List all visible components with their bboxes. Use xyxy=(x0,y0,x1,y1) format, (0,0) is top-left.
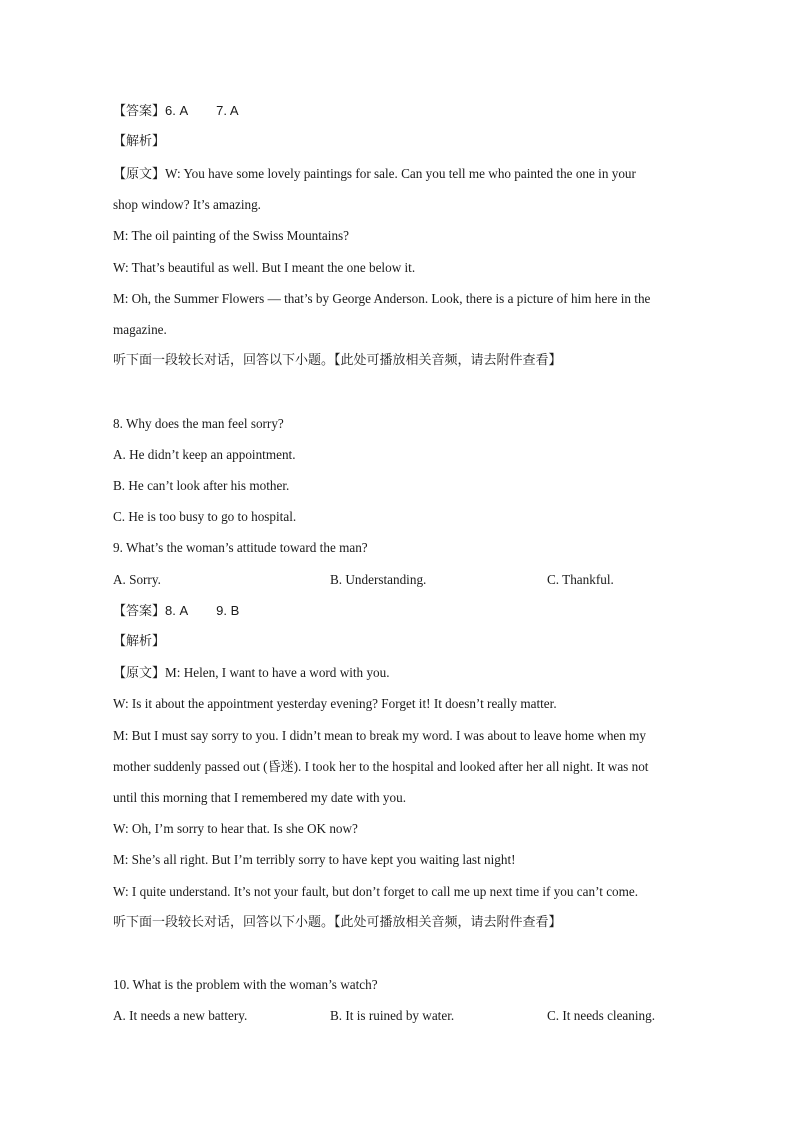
transcript-line: W: Is it about the appointment yesterday evening? Forget it! It doesn’t really matter. xyxy=(113,696,557,711)
question-9: 9. What’s the woman’s attitude toward the man? xyxy=(113,540,368,555)
option-8c: C. He is too busy to go to hospital. xyxy=(113,509,297,524)
transcript-line: M: She’s all right. But I’m terribly sorry to have kept you waiting last night! xyxy=(113,852,516,867)
chinese-gloss: 昏迷 xyxy=(267,760,294,775)
answer-7: 7. A xyxy=(216,103,239,118)
transcript-line: M: But I must say sorry to you. I didn’t mean to break my word. I was about to leave home when my xyxy=(113,728,647,743)
answer-9: 9. B xyxy=(216,603,240,618)
question-8: 8. Why does the man feel sorry? xyxy=(113,416,284,431)
analysis-label: 【解析】 xyxy=(113,134,166,149)
transcript-text: ). I took her to the hospital and looked after her all night. It was not xyxy=(293,759,649,774)
option-9a: A. Sorry. xyxy=(113,572,161,587)
transcript-line xyxy=(113,664,390,682)
transcript-line: M: Oh, the Summer Flowers — that’s by George Anderson. Look, there is a picture of him here in the xyxy=(113,291,651,306)
transcript-line: W: I quite understand. It’s not your fault, but don’t forget to call me up next time if you can’t come. xyxy=(113,884,639,899)
question-10: 10. What is the problem with the woman’s watch? xyxy=(113,977,378,992)
option-10b: B. It is ruined by water. xyxy=(330,1008,455,1023)
transcript-line: shop window? It’s amazing. xyxy=(113,197,261,212)
option-8a: A. He didn’t keep an appointment. xyxy=(113,447,296,462)
answer-line-6-7 xyxy=(113,102,239,120)
answer-label: 【答案】 xyxy=(113,604,166,619)
option-9c: C. Thankful. xyxy=(547,572,614,587)
transcript-text: M: Helen, I want to have a word with you. xyxy=(165,665,390,680)
listening-instruction: 听下面一段较长对话，回答以下小题。【此处可播放相关音频，请去附件查看】 xyxy=(113,353,562,368)
transcript-line: M: The oil painting of the Swiss Mountains? xyxy=(113,228,350,243)
answer-8: 8. A xyxy=(165,603,189,618)
option-8b: B. He can’t look after his mother. xyxy=(113,478,290,493)
original-label: 【原文】 xyxy=(113,167,166,182)
transcript-text: W: You have some lovely paintings for sale. Can you tell me who painted the one in your xyxy=(165,166,636,181)
listening-instruction: 听下面一段较长对话，回答以下小题。【此处可播放相关音频，请去附件查看】 xyxy=(113,915,562,930)
transcript-line: W: That’s beautiful as well. But I meant the one below it. xyxy=(113,260,416,275)
answer-label: 【答案】 xyxy=(113,104,166,119)
transcript-line: until this morning that I remembered my date with you. xyxy=(113,790,406,805)
original-label: 【原文】 xyxy=(113,666,166,681)
option-9b: B. Understanding. xyxy=(330,572,427,587)
transcript-line xyxy=(113,758,648,776)
answer-line-8-9 xyxy=(113,602,239,620)
transcript-line xyxy=(113,165,636,183)
answer-6: 6. A xyxy=(165,103,189,118)
transcript-line: magazine. xyxy=(113,322,167,337)
transcript-text: mother suddenly passed out ( xyxy=(113,759,268,774)
transcript-line: W: Oh, I’m sorry to hear that. Is she OK now? xyxy=(113,821,358,836)
option-10c: C. It needs cleaning. xyxy=(547,1008,656,1023)
analysis-label: 【解析】 xyxy=(113,634,166,649)
option-10a: A. It needs a new battery. xyxy=(113,1008,248,1023)
